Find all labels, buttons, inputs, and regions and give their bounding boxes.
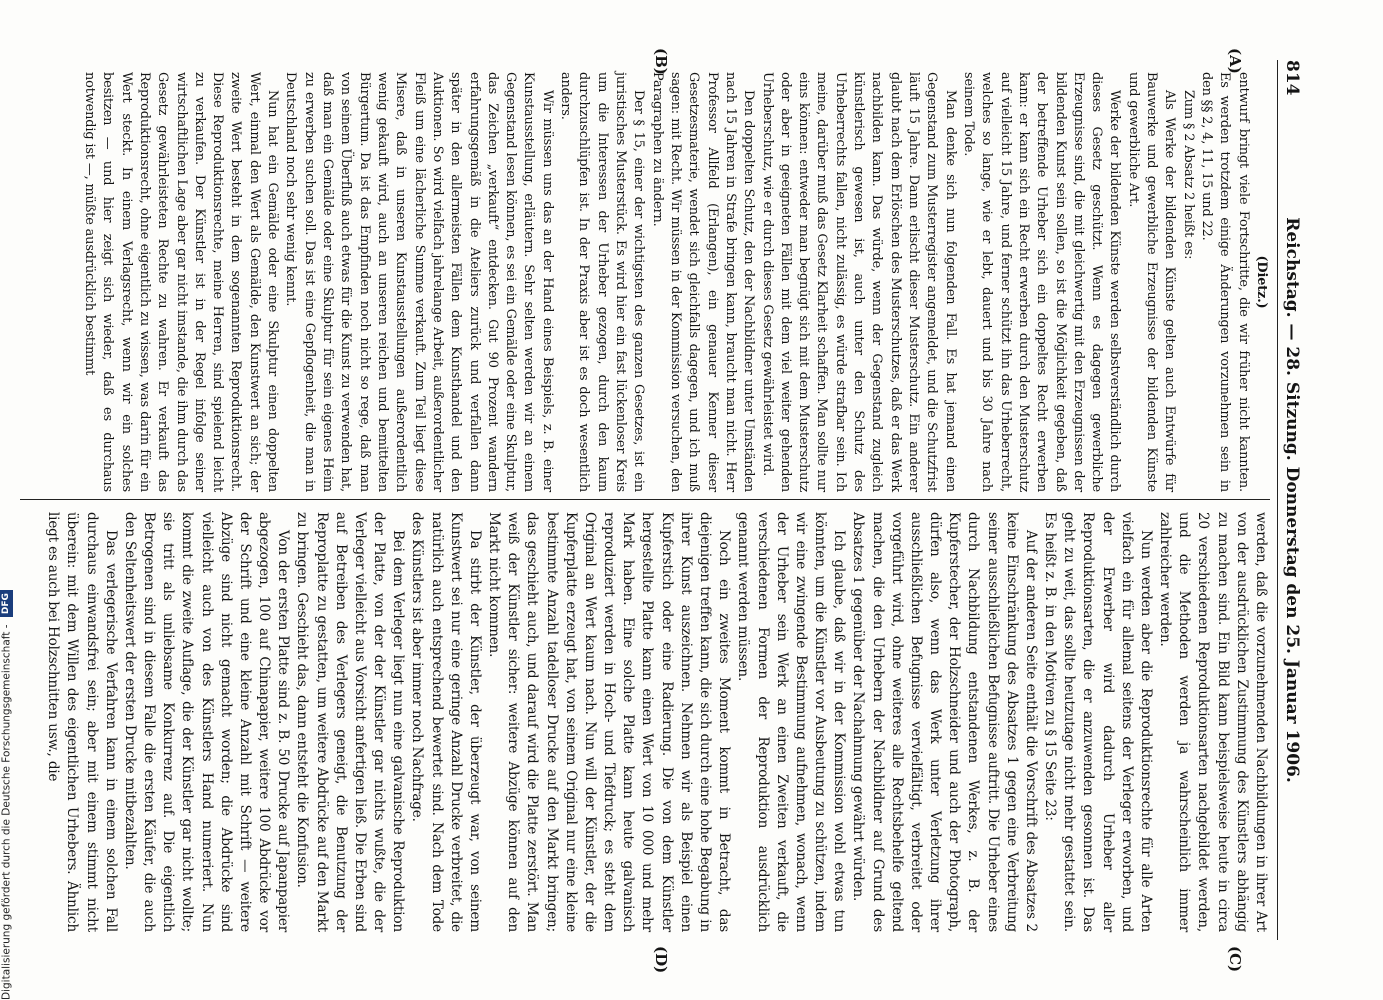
paragraph: Der § 15, einer der wichtigsten des ganzen Gesetzes, ist ein juristisches Musterstück. Es wird hier ein fast lückenloser Kreis um die Interessen der Urheber gezogen, durch den kaum durchzuschlüpfen ist. In der Praxis aber ist es doch wesentlich anders. <box>558 72 647 492</box>
right-column <box>43 512 1270 932</box>
paragraph: Da stirbt der Künstler, der überzeugt war, von seinem Kunstwert sei nur eine geringe Anzahl Drucke verbreitet, die natürlich auch entsprechend bewertet sind. Nach dem Tode des Künstlers ist aber immer noch Nachfrage. <box>409 512 483 932</box>
paragraph: entwurf bringt viele Fortschritte, die wir früher nicht kannten. Es werden trotzdem einige Änderungen vorzunehmen sein in den §§ 2, 4, 11, 15 und 22. <box>1199 72 1251 492</box>
column-divider <box>20 499 1270 500</box>
paragraph: Von der ersten Platte sind z. B. 50 Drucke auf Japanpapier abgezogen, 100 auf Chinapapier, weitere 100 Abdrücke vor der Schrift und eine kleine Anzahl mit Schrift — weitere Abzüge sind nicht gemacht worden; die Abdrücke sind vielleicht auch von des Künstlers Hand numeriert. Nun kommt die zweite Auflage, die der Künstler gar nicht wollte; sie tritt als unliebsame Konkurrenz auf. Die eigentlich Betrogenen sind in diesem Falle die ersten Käufer, die auch den Seltenheitswert der ersten Drucke mitbezahlten. <box>121 512 292 932</box>
quoted-paragraph: Als Werke der bildenden Künste gelten auch Entwürfe für Bauwerke und gewerbliche Erzeugnisse der bildenden Künste und gewerbliche Art. <box>1125 72 1178 492</box>
paragraph: Noch ein zweites Moment kommt in Betracht, das diejenigen treffen kann, die sich durch eine hohe Begabung in ihrer Kunst auszeichnen. Nehmen wir als Beispiel einen Kupferstich oder eine Radierung. Die von dem Künstler hergestellte Platte kann einen Wert von 10 000 und mehr Mark haben. Eine solche Platte kann heute galvanisch reproduziert werden in Hoch- und Tiefdruck; es steht dem Original an Wert kaum nach. Nun will der Künstler, der die Kupferplatte erzeugt hat, von seinem Original nur eine kleine bestimmte Anzahl tadelloser Drucke auf den Markt bringen; das geschieht auch, und darauf wird die Platte zerstört. Man weiß der Künstler sicher: weitere Abzüge können auf den Markt nicht kommen. <box>486 512 733 932</box>
paragraph: Wir müssen uns das an der Hand eines Beispiels, z. B. einer Kunstausstellung, erläutern. Sehr selten werden wir an einem Gegenstand lesen können, es sei ein Gemälde oder eine Skulptur, das Zeichen „verkauft“ entdecken. Gut 90 Prozent wandern erfahrungsgemäß in die Ateliers zurück und verfallen dann später in den allermeisten Fällen dem Kunsthandel und den Auktionen. So wird vielfach jahrelange Arbeit, außerordentlicher Fleiß um eine lächerliche Summe verkauft. Zum Teil liegt diese Misere, daß in unseren Kunstausstellungen außerordentlich wenig gekauft wird, auch an unseren reichen und bemittelten Bürgertum. Da ist das Empfinden noch nicht so rege, daß man von seinem Überfluß auch etwas für die Kunst zu verwenden hat, daß man ein Gemälde oder eine Skulptur für sein eigenes Heim zu erwerben suchen soll. Das ist eine Gepflogenheit, die man in Deutschland noch sehr wenig kennt. <box>283 72 555 492</box>
paragraph: Das verlegerische Verfahren kann in einem solchen Fall durchaus einwandsfrei sein; aber mit einem stimmt nicht überein: mit dem Willen des eigentlichen Urhebers. Ähnlich liegt es auch bei Holzschnitten usw., die <box>45 512 119 932</box>
left-column <box>80 72 1270 492</box>
paragraph: Nun hat ein Gemälde oder eine Skulptur einen doppelten Wert, einmal den Wert als Gemälde, den Kunstwert an sich; der zweite Wert besteht in dem sogenannten Reproduktionsrecht. Diese Reproduktionsrechte, meine Herren, sind spielend leicht zu verkaufen. Der Künstler ist in der Regel infolge seiner wirtschaftlichen Lage aber gar nicht imstande, die ihm durch das Gesetz gewährleisteten Rechte zu wahren. Er verkauft das Reproduktionsrecht, ohne eigentlich zu wissen, was darin für ein Wert steckt. In einem Verlagsrecht, wenn wir ein solches besitzen — und hier zeigt sich wieder, daß es durchaus notwendig ist —, müßte ausdrücklich bestimmt <box>82 72 281 492</box>
paragraph: Den doppelten Schutz, den der Nachbildner unter Umständen nach 15 Jahren in Strafe bringen kann, braucht man nicht. Herr Professor Allfeld (Erlangen), ein genauer Kenner dieser Gesetzesmaterie, wendet sich gleichfalls dagegen, und ich muß sagen: mit Recht. Wir müssen in der Kommission versuchen, den Paragraphen zu ändern. <box>649 72 757 492</box>
digitization-note-text: Digitalisierung gefördert durch die Deutsche Forschungsgemeinschaft - <box>0 624 13 1000</box>
paragraph: Zum § 2 Absatz 2 heißt es: <box>1180 90 1196 260</box>
speaker-name: (Dietz.) <box>1254 255 1269 309</box>
page-number: 814 <box>1282 60 1302 96</box>
page-header <box>1277 60 1304 940</box>
digitization-footer <box>0 590 13 1000</box>
dfg-logo: DFG <box>0 590 13 617</box>
paragraph: Werke der bildenden Künste werden selbstverständlich durch dieses Gesetz geschützt. Wenn es dagegen gewerbliche Erzeugnisse sind, die mit gleichwertig mit den Erzeugnissen der bildenden Kunst sein sollen, so ist die Möglichkeit gegeben, daß der betreffende Urheber sich ein doppeltes Recht erwerben kann: er kann sich ein Recht erwerben durch den Musterschutz auf vielleicht 15 Jahre, und ferner schützt ihn das Urheberrecht, welches so lange, wie er lebt, dauert und bis 30 Jahre nach seinem Tode. <box>961 72 1123 492</box>
paragraph: werden, daß die vorzunehmenden Nachbildungen in ihrer Art von der ausdrücklichen Zustimmung des Künstlers abhängig zu machen sind. Ein Bild kann beispielsweise heute in circa 20 verschiedenen Reproduktionsarten nachgebildet werden, und die Methoden werden ja wahrscheinlich immer zahlreicher werden. <box>1157 512 1269 932</box>
quoted-paragraph: Auf der anderen Seite enthält die Vorschrift des Absatzes 2 keine Einschränkung des Absatzes 1 gegen eine Verbreitung seiner ausschließlichen Befugnisse auftritt. Die Urheber eines durch Nachbildung entstandenen Werkes, z. B. der Kupferstecher, der Holzschneider und auch der Photograph, dürfen also, wenn das Werk unter Verletzung ihrer ausschließlichen Befugnisse vervielfältigt, verbreitet oder vorgeführt wird, ohne weiteres alle Rechtsbehelfe geltend machen, die den Urhebern der Nachbildner auf Grund des Absatzes 1 gegenüber der Nachahmung gewährt würden. <box>850 512 1039 932</box>
margin-letter-a: (A) <box>1226 48 1244 74</box>
margin-letter-b: (B) <box>652 48 670 75</box>
paragraph: Nun werden aber die Reproduktionsrechte für alle Arten vielfach ein für allemal seitens der Verleger erworben, und der Erwerber wird dadurch Urheber aller Reproduktionsarten, die er anzuwenden gesonnen ist. Das geht zu weit, das sollte heutzutage nicht mehr gestattet sein. Es heißt z. B. in den Motiven zu § 15 Seite 23: <box>1042 512 1154 932</box>
paragraph: Bei dem Verleger liegt nun eine galvanische Reproduktion der Platte, von der der Künstler gar nichts wußte, die der Verleger vielleicht aus Vorsicht anfertigen ließ. Die Erben sind auf Betreiben des Verlegers geneigt, die Benutzung der Reproplatte zu gestatten, um weitere Abdrücke auf den Markt zu bringen. Geschieht das, dann entsteht die Konfusion. <box>294 512 407 932</box>
header-title: Reichstag. — 28. Sitzung. Donnerstag den 25. Januar 1906. <box>1282 217 1302 783</box>
paragraph: Man denke sich nun folgenden Fall. Es hat jemand einen Gegenstand zum Musterregister angemeldet, und die Schutzfrist läuft 15 Jahre. Dann erlischt dieser Musterschutz. Ein anderer glaubt nach dem Erlöschen des Musterschutzes, daß er das Werk nachbilden kann. Das würde, wenn der Gegenstand zugleich künstlerisch gewesen ist, auch unter den Schutz des Urheberrechts fallen, nicht zulässig, es würde strafbar sein. Ich meine, darüber muß das Gesetz Klarheit schaffen. Man sollte nur eins können: entweder man begnügt sich mit dem Musterschutz oder aber in geeigneten Fällen mit dem viel weiter gehenden Urheberschutz, wie er durch dieses Gesetz gewährleistet wird. <box>759 72 958 492</box>
margin-letter-c: (C) <box>1226 946 1244 973</box>
margin-letter-d: (D) <box>652 946 670 974</box>
paragraph: Ich glaube, daß wir in der Kommission wohl etwas tun könnten, um die Künstler vor Ausbeutung zu schützen, indem wir eine zwingende Bestimmung aufnehmen, wonach, wenn der Urheber sein Werk an einen Zweiten verkauft, die verschiedenen Formen der Reproduktion ausdrücklich genannt werden müssen. <box>735 512 848 932</box>
